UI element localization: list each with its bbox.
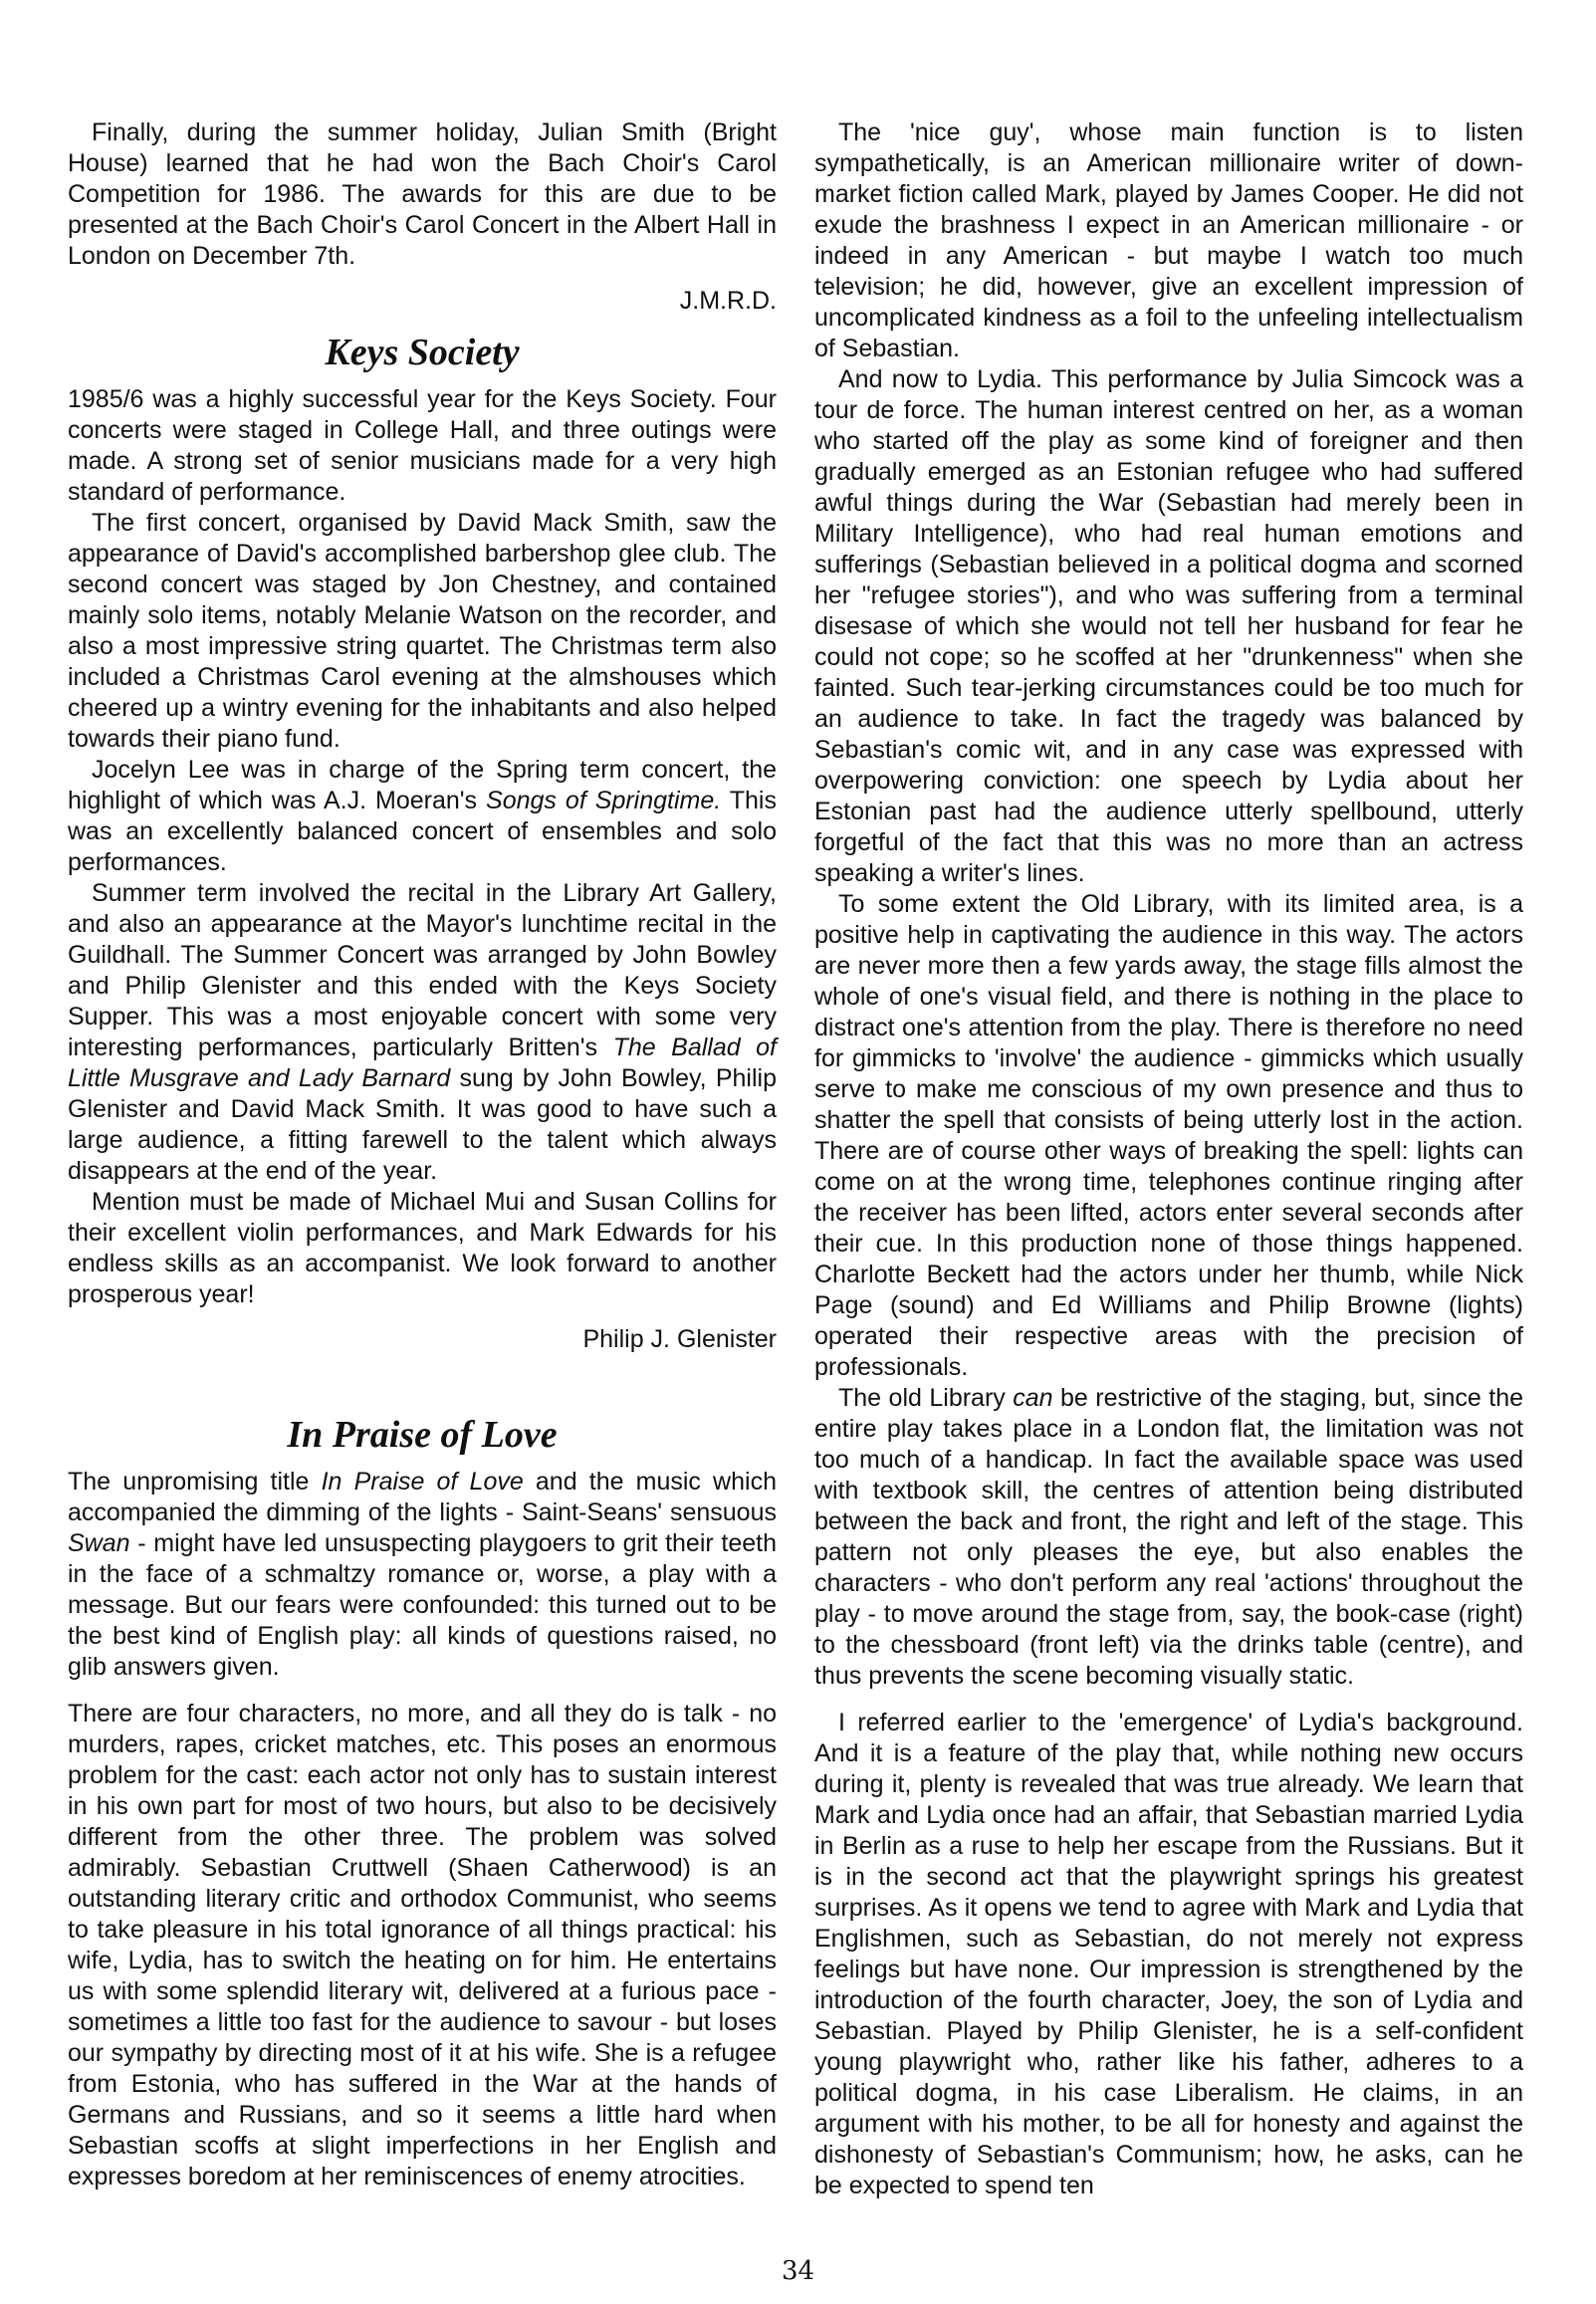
keys-society-paragraph-4: Summer term involved the recital in the Library Art Gallery, and also an appearance at the Mayor's lunchtime recital in the Guildhall. The Summer Concert was arranged by John Bowley and Philip Glenister and this ended with the Keys Society Supper. This was a most enjoyable concert with some very interesting performances, particularly Britten's The Ballad of Little Musgrave and Lady Barnard sung by John Bowley, Philip Glenister and David Mack Smith. It was good to have such a large audience, a fitting farewell to the talent which always disappears at the end of the year. bbox=[68, 879, 777, 1185]
review-paragraph-old-library: To some extent the Old Library, with its limited area, is a positive help in captivating the audience in this way. The actors are never more then a few yards away, the stage fills almost the whole of one's visual field, and there is nothing in the place to distract one's attention from the play. There is therefore no need for gimmicks to 'involve' the audience - gimmicks which usually serve to make me conscious of my own presence and thus to shatter the spell that consists of being utterly lost in the action. There are of course other ways of breaking the spell: lights can come on at the wrong time, telephones continue ringing after the receiver has been lifted, actors enter several seconds after their cue. In this production none of those things happened. Charlotte Beckett had the actors under her thumb, while Nick Page (sound) and Ed Williams and Philip Browne (lights) operated their respective areas with the precision of professionals. bbox=[814, 890, 1523, 1381]
ballad-title: The Ballad of Little Musgrave and Lady Barnard bbox=[68, 1034, 777, 1092]
can-italic: can bbox=[1013, 1384, 1053, 1412]
bach-choir-paragraph: Finally, during the summer holiday, Julian Smith (Bright House) learned that he had won the Bach Choir's Carol Competition for 1986. The awards for this are due to be presented at the Bach Choir's Carol Concert in the Albert Hall in London on December 7th. bbox=[68, 118, 777, 270]
page-number: 34 bbox=[781, 2256, 815, 2286]
in-praise-of-love-title: In Praise of Love bbox=[287, 1414, 558, 1456]
signature-philip-glenister: Philip J. Glenister bbox=[582, 1325, 777, 1353]
keys-society-paragraph-1: 1985/6 was a highly successful year for the Keys Society. Four concerts were staged in College Hall, and three outings were made. A strong set of senior musicians made for a very high standard of performance. bbox=[68, 385, 777, 506]
in-praise-paragraph-1: The unpromising title In Praise of Love and the music which accompanied the dimming of the lights - Saint-Seans' sensuous Swan - might have led unsuspecting playgoers to grit their teeth in the face of a schmaltzy romance or, worse, a play with a message. But our fears were confounded: this turned out to be the best kind of English play: all kinds of questions raised, no glib answers given. bbox=[68, 1468, 777, 1681]
swan-title-italic: Swan bbox=[68, 1529, 130, 1557]
songs-of-springtime-title: Songs of Springtime. bbox=[486, 787, 722, 814]
review-paragraph-mark: The 'nice guy', whose main function is to listen sympathetically, is an American millionaire writer of down-market fiction called Mark, played by James Cooper. He did not exude the brashness I expect in an American millionaire - or indeed in any American - but maybe I watch too much television; he did, however, give an excellent impression of uncomplicated kindness as a foil to the unfeeling intellectualism of Sebastian. bbox=[814, 118, 1523, 362]
review-paragraph-emergence: I referred earlier to the 'emergence' of Lydia's background. And it is a feature of the play that, while nothing new occurs during it, plenty is revealed that was true already. We learn that Mark and Lydia once had an affair, that Sebastian married Lydia in Berlin as a ruse to help her escape from the Russians. But it is in the second act that the playwright springs his greatest surprises. As it opens we tend to agree with Mark and Lydia that Englishmen, such as Sebastian, do not merely not express feelings but have none. Our impression is strengthened by the introduction of the fourth character, Joey, the son of Lydia and Sebastian. Played by Philip Glenister, he is a self-confident young playwright who, rather like his father, adheres to a political dogma, in his case Liberalism. He claims, in an argument with his mother, to be all for honesty and against the dishonesty of Sebastian's Communism; how, he asks, can he be expected to spend ten bbox=[814, 1709, 1523, 2199]
signature-jmrd: J.M.R.D. bbox=[679, 287, 777, 315]
review-paragraph-lydia: And now to Lydia. This performance by Julia Simcock was a tour de force. The human interest centred on her, as a woman who started off the play as some kind of foreigner and then gradually emerged as an Estonian refugee who had suffered awful things during the War (Sebastian had merely been in Military Intelligence), who had real human emotions and sufferings (Sebastian believed in a political dogma and scorned her "refugee stories"), and who was suffering from a terminal disesase of which she would not tell her husband for fear he could not cope; so he scoffed at her "drunkenness" when she fainted. Such tear-jerking circumstances could be too much for an audience to take. In fact the tragedy was balanced by Sebastian's comic wit, and in any case was expressed with overpowering conviction: one speech by Lydia about her Estonian past had the audience utterly spellbound, utterly forgetful of the fact that this was no more than an actress speaking a writer's lines. bbox=[814, 365, 1523, 887]
keys-society-paragraph-5: Mention must be made of Michael Mui and Susan Collins for their excellent violin performances, and Mark Edwards for his endless skills as an accompanist. We look forward to another prosperous year! bbox=[68, 1188, 777, 1308]
play-title-italic: In Praise of Love bbox=[321, 1468, 524, 1496]
left-column bbox=[68, 117, 777, 2192]
in-praise-paragraph-2: There are four characters, no more, and all they do is talk - no murders, rapes, cricket matches, etc. This poses an enormous problem for the cast: each actor not only has to sustain interest in his own part for most of two hours, but also to be decisively different from the other three. The problem was solved admirably. Sebastian Cruttwell (Shaen Catherwood) is an outstanding literary critic and orthodox Communist, who seems to take pleasure in his total ignorance of all things practical: his wife, Lydia, has to switch the heating on for him. He entertains us with some splendid literary wit, delivered at a furious pace - sometimes a little too fast for the audience to savour - but loses our sympathy by directing most of it at his wife. She is a refugee from Estonia, who has suffered in the War at the hands of Germans and Russians, and so it seems a little hard when Sebastian scoffs at slight imperfections in her English and expresses boredom at her reminiscences of enemy atrocities. bbox=[68, 1700, 777, 2190]
keys-society-paragraph-2: The first concert, organised by David Mack Smith, saw the appearance of David's accomplished barbershop glee club. The second concert was staged by Jon Chestney, and contained mainly solo items, notably Melanie Watson on the recorder, and also a most impressive string quartet. The Christmas term also included a Christmas Carol evening at the almshouses which cheered up a wintry evening for the inhabitants and also helped towards their piano fund. bbox=[68, 509, 777, 753]
keys-society-title: Keys Society bbox=[325, 332, 520, 373]
right-column bbox=[814, 117, 1523, 2201]
keys-society-paragraph-3: Jocelyn Lee was in charge of the Spring term concert, the highlight of which was A.J. Moeran's Songs of Springtime. This was an excellently balanced concert of ensembles and solo performances. bbox=[68, 756, 777, 876]
review-paragraph-staging: The old Library can be restrictive of the staging, but, since the entire play takes place in a London flat, the limitation was not too much of a handicap. In fact the available space was used with textbook skill, the centres of attention being distributed between the back and front, the right and left of the stage. This pattern not only pleases the eye, but also enables the characters - who don't perform any real 'actions' throughout the play - to move around the stage from, say, the book-case (right) to the chessboard (front left) via the drinks table (centre), and thus prevents the scene becoming visually static. bbox=[814, 1384, 1523, 1690]
